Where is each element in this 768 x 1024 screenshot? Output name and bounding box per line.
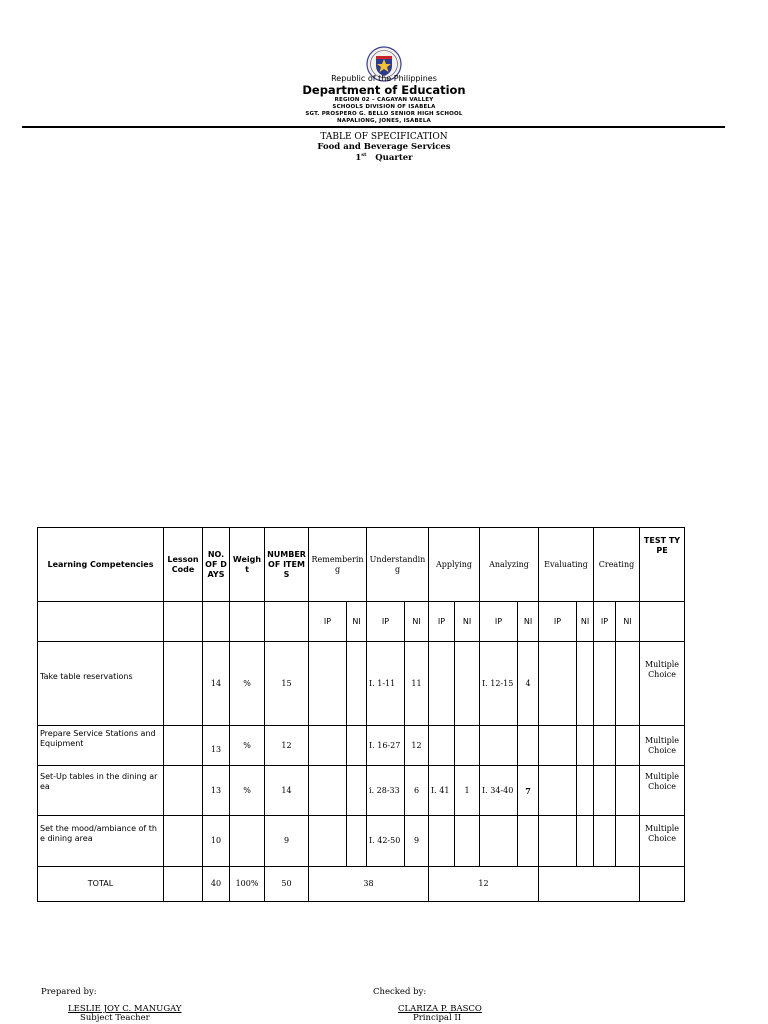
header-evaluating: Evaluating [539,528,594,602]
weight-cell: % [230,642,265,726]
subheader-ip: IP [429,602,455,642]
subheader-ni: NI [455,602,480,642]
quarter-number: 1 [355,152,362,163]
days-cell: 13 [203,726,230,766]
checked-by-title: Principal II [413,1013,462,1023]
remembering-ni-cell [347,766,367,816]
understanding-ip-cell: I. 16-27 [367,726,405,766]
competency-cell: Take table reservations [38,642,164,726]
prepared-by-label: Prepared by: [41,987,97,997]
prepared-by-name: LESLIE JOY C. MANUGAY [68,1004,182,1014]
competency-cell: Set the mood/ambiance of the dining area [38,816,164,867]
total-evaluating-creating [539,867,640,902]
table-row [38,816,685,867]
school-name: SGT. PROSPERO G. BELLO SENIOR HIGH SCHOOL [305,111,463,117]
applying-ni-cell [455,642,480,726]
creating-ip-cell [594,766,616,816]
total-label: TOTAL [38,867,164,902]
prepared-by-title: Subject Teacher [80,1013,150,1023]
total-applying-analyzing: 12 [429,867,539,902]
header-lesson-code: Lesson Code [164,528,203,602]
test-type-cell: Multiple Choice [640,816,685,867]
header-analyzing: Analyzing [480,528,539,602]
test-type-cell: Multiple Choice [640,766,685,816]
subheader-empty [230,602,265,642]
total-items: 50 [265,867,309,902]
subheader-ni: NI [347,602,367,642]
subheader-ip: IP [309,602,347,642]
weight-cell [230,816,265,867]
quarter-title [0,152,768,163]
items-cell: 9 [265,816,309,867]
total-row [38,867,685,902]
quarter-label: Quarter [375,152,413,163]
creating-ip-cell [594,816,616,867]
evaluating-ni-cell [577,816,594,867]
evaluating-ip-cell [539,816,577,867]
creating-ip-cell [594,642,616,726]
subheader-empty [203,602,230,642]
evaluating-ip-cell [539,766,577,816]
evaluating-ni-cell [577,726,594,766]
republic-text: Republic of the Philippines [331,74,437,83]
subheader-ip: IP [594,602,616,642]
applying-ip-cell [429,642,455,726]
remembering-ni-cell [347,726,367,766]
remembering-ip-cell [309,816,347,867]
applying-ip-cell: I. 41 [429,766,455,816]
document-title: TABLE OF SPECIFICATION [320,132,448,142]
subheader-ip: IP [367,602,405,642]
days-cell: 14 [203,642,230,726]
lesson-code-cell [164,816,203,867]
header-items: NUMBER OF ITEMS [265,528,309,602]
department-name: Department of Education [302,83,466,97]
lesson-code-cell [164,766,203,816]
creating-ni-cell [616,816,640,867]
analyzing-ip-cell: I. 12-15 [480,642,518,726]
creating-ip-cell [594,726,616,766]
header-rule [22,126,725,128]
subheader-ip: IP [539,602,577,642]
understanding-ip-cell: i. 28-33 [367,766,405,816]
quarter-suffix: st [361,152,367,158]
applying-ip-cell [429,816,455,867]
understanding-ni-cell: 9 [405,816,429,867]
table-row [38,642,685,726]
lesson-code-cell [164,726,203,766]
analyzing-ni-cell: 7 [518,766,539,816]
region-text: REGION 02 – CAGAYAN VALLEY [334,97,434,103]
total-lesson-code [164,867,203,902]
total-weight: 100% [230,867,265,902]
subheader-ni: NI [577,602,594,642]
header-remembering: Remembering [309,528,367,602]
applying-ni-cell [455,816,480,867]
total-test-type [640,867,685,902]
header-applying: Applying [429,528,480,602]
analyzing-ip-cell [480,726,518,766]
items-cell: 12 [265,726,309,766]
analyzing-ni-cell [518,816,539,867]
subheader-empty [164,602,203,642]
test-type-cell: Multiple Choice [640,726,685,766]
subheader-empty [640,602,685,642]
weight-cell: % [230,766,265,816]
subheader-ip: IP [480,602,518,642]
table-row [38,726,685,766]
analyzing-ip-cell [480,816,518,867]
weight-cell: % [230,726,265,766]
remembering-ip-cell [309,642,347,726]
subject-title: Food and Beverage Services [317,142,451,152]
evaluating-ni-cell [577,642,594,726]
table-subheader-row [38,602,685,642]
items-cell: 14 [265,766,309,816]
evaluating-ni-cell [577,766,594,816]
creating-ni-cell [616,642,640,726]
understanding-ni-cell: 11 [405,642,429,726]
analyzing-ni-cell: 4 [518,642,539,726]
checked-by-label: Checked by: [373,987,427,997]
header-test-type: TEST TYPE [640,528,685,602]
remembering-ni-cell [347,642,367,726]
applying-ni-cell [455,726,480,766]
header-competencies: Learning Competencies [38,528,164,602]
days-cell: 10 [203,816,230,867]
table-row [38,766,685,816]
understanding-ni-cell: 6 [405,766,429,816]
remembering-ip-cell [309,766,347,816]
total-remembering-understanding: 38 [309,867,429,902]
school-address: NAPALIONG, JONES, ISABELA [336,118,431,124]
applying-ni-cell: 1 [455,766,480,816]
header-creating: Creating [594,528,640,602]
subheader-ni: NI [405,602,429,642]
competency-cell: Prepare Service Stations and Equipment [38,726,164,766]
evaluating-ip-cell [539,642,577,726]
header-days: NO. OF DAYS [203,528,230,602]
days-cell: 13 [203,766,230,816]
total-days: 40 [203,867,230,902]
subheader-empty [38,602,164,642]
competency-cell: Set-Up tables in the dining area [38,766,164,816]
table-header-row [38,528,685,602]
remembering-ni-cell [347,816,367,867]
specification-table [37,527,685,902]
analyzing-ni-cell [518,726,539,766]
understanding-ip-cell: I. 1-11 [367,642,405,726]
creating-ni-cell [616,766,640,816]
understanding-ni-cell: 12 [405,726,429,766]
analyzing-ip-cell: I. 34-40 [480,766,518,816]
evaluating-ip-cell [539,726,577,766]
remembering-ip-cell [309,726,347,766]
creating-ni-cell [616,726,640,766]
lesson-code-cell [164,642,203,726]
subheader-ni: NI [518,602,539,642]
checked-by-name: CLARIZA P. BASCO [398,1004,482,1014]
division-text: SCHOOLS DIVISION OF ISABELA [332,104,436,110]
header-understanding: Understanding [367,528,429,602]
understanding-ip-cell: I. 42-50 [367,816,405,867]
applying-ip-cell [429,726,455,766]
subheader-ni: NI [616,602,640,642]
subheader-empty [265,602,309,642]
header-weight: Weight [230,528,265,602]
items-cell: 15 [265,642,309,726]
test-type-cell: Multiple Choice [640,642,685,726]
